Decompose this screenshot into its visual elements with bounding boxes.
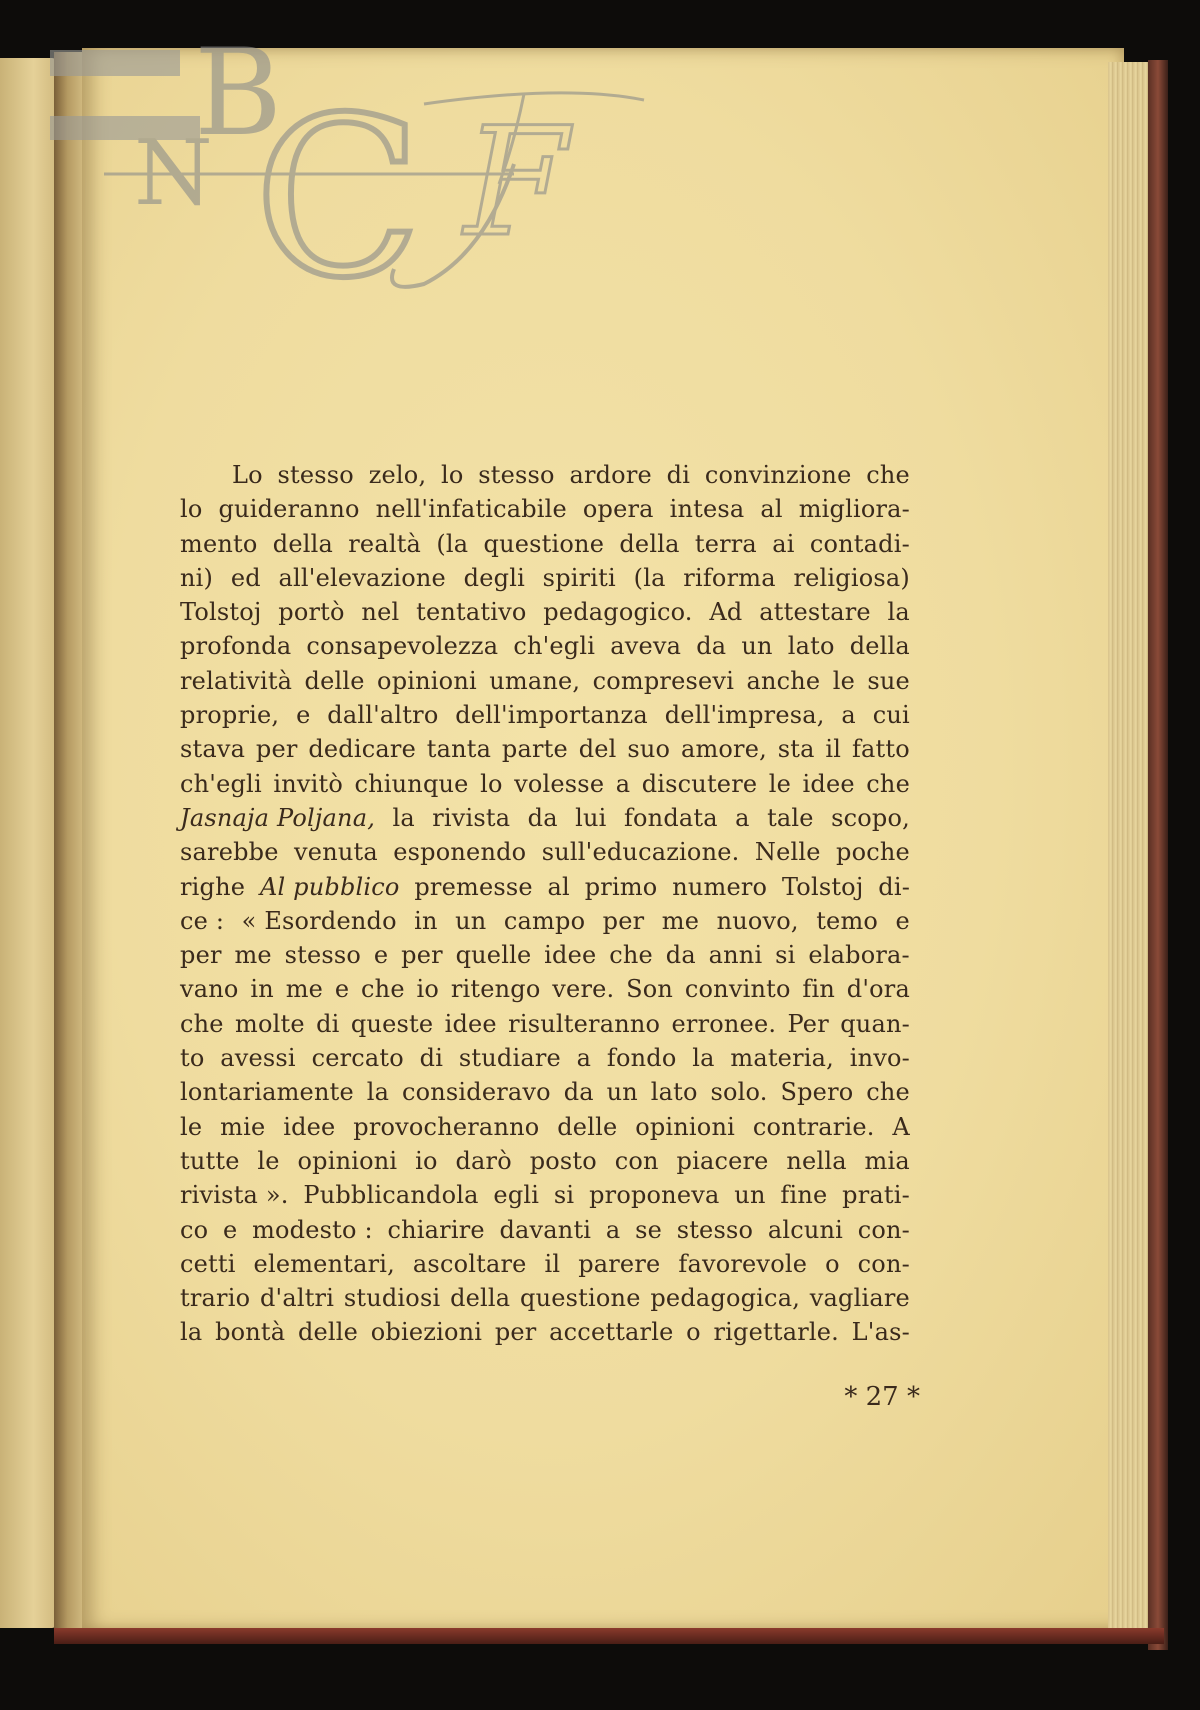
word: delle xyxy=(304,666,365,695)
cover-edge xyxy=(1148,60,1168,1650)
word: con- xyxy=(857,1215,910,1244)
word: erronee. xyxy=(671,1009,777,1038)
word: to xyxy=(180,1044,205,1073)
text-line xyxy=(180,972,910,1006)
word: da xyxy=(563,1078,594,1107)
word: da xyxy=(696,632,727,661)
word: invitò xyxy=(273,769,343,798)
word: ai xyxy=(772,529,795,558)
word: queste xyxy=(350,1009,434,1038)
word: posto xyxy=(529,1146,597,1175)
word: opera xyxy=(582,495,654,524)
text-line xyxy=(180,629,910,663)
word: a xyxy=(605,1215,621,1244)
word: favorevole xyxy=(678,1249,808,1278)
word: terra xyxy=(694,529,757,558)
word: tanta xyxy=(426,735,492,764)
word: Nelle xyxy=(754,838,821,867)
word: davanti xyxy=(499,1215,592,1244)
word: mento xyxy=(180,529,258,558)
text-line xyxy=(180,1281,910,1315)
text-line xyxy=(180,1315,910,1349)
word: righe xyxy=(180,872,246,901)
word: migliora- xyxy=(798,495,910,524)
word: se xyxy=(635,1215,662,1244)
word: pedagogico. xyxy=(543,598,693,627)
word: numero xyxy=(672,872,768,901)
word: alcuni xyxy=(767,1215,844,1244)
word: le xyxy=(257,1146,280,1175)
word: per xyxy=(180,941,222,970)
word: Tolstoj xyxy=(781,872,864,901)
word: suo xyxy=(627,735,671,764)
word: stava xyxy=(180,735,246,764)
text-line xyxy=(180,1178,910,1212)
library-watermark-logo xyxy=(44,24,704,324)
text-line xyxy=(180,938,910,972)
text-line xyxy=(180,1213,910,1247)
watermark-letter-f: F xyxy=(464,96,569,270)
word: « Esordendo xyxy=(241,906,397,935)
word: quelle xyxy=(455,941,532,970)
text-line xyxy=(180,1075,910,1109)
word: co xyxy=(180,1215,209,1244)
word: opinioni xyxy=(297,1146,398,1175)
word: umane, xyxy=(489,666,581,695)
word: degli xyxy=(463,563,525,592)
word: rivista ». xyxy=(180,1181,289,1210)
watermark-letter-n: N xyxy=(134,121,213,226)
word: aveva xyxy=(610,632,682,661)
word: un xyxy=(606,1078,638,1107)
word: sull'educazione. xyxy=(541,838,740,867)
word: ch'egli xyxy=(513,632,596,661)
word: si xyxy=(775,941,796,970)
word: sta xyxy=(777,735,815,764)
word: cercato xyxy=(311,1044,404,1073)
word: premesse xyxy=(414,872,533,901)
word: questione xyxy=(483,529,605,558)
word: vagliare xyxy=(809,1284,910,1313)
word: la xyxy=(392,803,415,832)
word: lontariamente xyxy=(180,1078,354,1107)
word: vere. xyxy=(552,975,615,1004)
word: e xyxy=(222,1215,238,1244)
text-line xyxy=(180,1110,910,1144)
word: contrarie. xyxy=(752,1112,875,1141)
word: guideranno xyxy=(218,495,360,524)
word: fin xyxy=(802,975,836,1004)
text-line xyxy=(180,527,910,561)
word: mie xyxy=(220,1112,266,1141)
word: mia xyxy=(864,1146,910,1175)
word: che xyxy=(866,769,910,798)
word: la xyxy=(180,1318,203,1347)
word: sarebbe xyxy=(180,838,279,867)
word: consapevolezza xyxy=(306,632,499,661)
word: studiosi xyxy=(343,1284,441,1313)
word: il xyxy=(544,1249,561,1278)
word: discutere xyxy=(641,769,758,798)
text-line xyxy=(180,904,910,938)
word: e xyxy=(373,941,389,970)
text-line xyxy=(180,698,910,732)
word: d'altri xyxy=(259,1284,335,1313)
word: relatività xyxy=(180,666,293,695)
word: delle xyxy=(557,1112,618,1141)
word: darò xyxy=(455,1146,512,1175)
word: di xyxy=(666,461,691,489)
word: elementari, xyxy=(253,1249,395,1278)
word: poche xyxy=(836,838,910,867)
word: tale xyxy=(767,803,814,832)
word: parte xyxy=(501,735,568,764)
word: ed xyxy=(230,563,261,592)
word: dell'importanza xyxy=(455,701,648,730)
word: ascoltare xyxy=(412,1249,527,1278)
word: a xyxy=(615,769,631,798)
word: lo xyxy=(441,461,464,489)
word: a xyxy=(841,701,856,730)
text-line xyxy=(180,1247,910,1281)
word: ni) xyxy=(180,563,214,592)
word: idee xyxy=(444,1009,497,1038)
word: idee xyxy=(544,941,597,970)
word: per xyxy=(255,735,298,764)
text-line xyxy=(180,870,910,904)
word: fatto xyxy=(851,735,910,764)
word: parere xyxy=(578,1249,661,1278)
word: esponendo xyxy=(393,838,527,867)
word: me xyxy=(661,906,700,935)
word: Lo xyxy=(232,461,263,489)
word: un xyxy=(741,632,773,661)
word: me xyxy=(285,975,324,1004)
text-line xyxy=(180,1041,910,1075)
word: (la xyxy=(633,563,666,592)
word: chiarire xyxy=(387,1215,485,1244)
word: stesso xyxy=(478,461,555,489)
word: fondo xyxy=(606,1044,677,1073)
word: quan- xyxy=(840,1009,910,1038)
word: spiriti xyxy=(542,563,616,592)
word: Tolstoj xyxy=(180,598,262,627)
word: Per xyxy=(787,1009,829,1038)
word: studiare xyxy=(458,1044,561,1073)
word: tutte xyxy=(180,1146,240,1175)
watermark-letter-c: C xyxy=(254,70,423,324)
word: idee xyxy=(802,769,855,798)
word: stesso xyxy=(676,1215,754,1244)
word: solo. xyxy=(710,1078,768,1107)
word: per xyxy=(602,906,645,935)
word: Ad xyxy=(709,598,743,627)
word: questione xyxy=(520,1284,641,1313)
word: la xyxy=(692,1044,715,1073)
word: molte xyxy=(235,1009,305,1038)
word: trario xyxy=(180,1284,251,1313)
word: Jasnaja Poljana, xyxy=(180,803,376,832)
word: stesso xyxy=(277,461,354,489)
word: ch'egli xyxy=(180,769,262,798)
word: invo- xyxy=(849,1044,910,1073)
word: o xyxy=(686,1318,701,1347)
text-line xyxy=(180,767,910,801)
word: si xyxy=(553,1181,575,1210)
word: che xyxy=(866,1078,910,1107)
word: le xyxy=(768,769,792,798)
word: riforma xyxy=(683,563,776,592)
word: intesa xyxy=(669,495,745,524)
word: il xyxy=(825,735,842,764)
word: un xyxy=(455,906,487,935)
word: ce : xyxy=(180,906,225,935)
word: temo xyxy=(816,906,879,935)
word: nuovo, xyxy=(716,906,799,935)
word: portò xyxy=(278,598,345,627)
word: piacere xyxy=(676,1146,769,1175)
word: delle xyxy=(297,1318,359,1347)
word: lo xyxy=(180,495,203,524)
word: fine xyxy=(780,1181,828,1210)
word: al xyxy=(760,495,783,524)
word: consideravo xyxy=(401,1078,551,1107)
word: modesto : xyxy=(252,1215,373,1244)
word: nell'infaticabile xyxy=(375,495,567,524)
word: rigettarle. xyxy=(713,1318,839,1347)
word: opinioni xyxy=(377,666,477,695)
word: all'elevazione xyxy=(278,563,446,592)
word: prati- xyxy=(842,1181,910,1210)
word: dedicare xyxy=(308,735,416,764)
word: chiunque xyxy=(354,769,469,798)
word: nel xyxy=(361,598,400,627)
text-line xyxy=(180,801,910,835)
text-line xyxy=(180,732,910,766)
word: vano xyxy=(180,975,239,1004)
word: la xyxy=(366,1078,390,1107)
word: venuta xyxy=(294,838,378,867)
word: di xyxy=(316,1009,340,1038)
word: scopo, xyxy=(831,803,910,832)
word: realtà xyxy=(348,529,422,558)
word: primo xyxy=(584,872,658,901)
word: lui xyxy=(575,803,607,832)
word: che xyxy=(866,461,910,489)
word: che xyxy=(180,1009,224,1038)
word: tentativo xyxy=(416,598,527,627)
word: anche xyxy=(746,666,821,695)
word: le xyxy=(180,1112,203,1141)
word: nella xyxy=(786,1146,847,1175)
word: o xyxy=(825,1249,840,1278)
word: per xyxy=(401,941,443,970)
word: attestare xyxy=(759,598,871,627)
text-line xyxy=(180,664,910,698)
word: sue xyxy=(867,666,910,695)
word: di xyxy=(419,1044,444,1073)
word: elabora- xyxy=(808,941,910,970)
word: convinto xyxy=(684,975,791,1004)
word: della xyxy=(619,529,680,558)
word: anni xyxy=(708,941,763,970)
word: e xyxy=(895,906,910,935)
word: stesso xyxy=(284,941,362,970)
text-line xyxy=(180,1144,910,1178)
word: L'as- xyxy=(851,1318,910,1347)
word: idee xyxy=(283,1112,336,1141)
word: me xyxy=(234,941,272,970)
word: Al pubblico xyxy=(259,872,400,901)
word: bontà xyxy=(215,1318,286,1347)
text-line xyxy=(180,492,910,526)
word: d'ora xyxy=(846,975,910,1004)
word: egli xyxy=(493,1181,540,1210)
word: lo xyxy=(480,769,503,798)
word: fondata xyxy=(623,803,718,832)
word: pedagogica, xyxy=(650,1284,801,1313)
text-line xyxy=(180,458,910,492)
word: proponeva xyxy=(589,1181,720,1210)
word: lato xyxy=(787,632,835,661)
watermark-letter-b: B xyxy=(194,24,283,163)
word: proprie, xyxy=(180,701,280,730)
word: opinioni xyxy=(635,1112,735,1141)
word: io xyxy=(416,975,440,1004)
word: a xyxy=(735,803,750,832)
word: Spero xyxy=(780,1078,854,1107)
word: compresevi xyxy=(592,666,735,695)
word: e xyxy=(296,701,311,730)
word: A xyxy=(892,1112,910,1141)
word: un xyxy=(734,1181,766,1210)
word: profonda xyxy=(180,632,292,661)
word: della xyxy=(272,529,333,558)
word: Pubblicandola xyxy=(303,1181,479,1210)
word: dall'altro xyxy=(327,701,439,730)
word: con- xyxy=(857,1249,910,1278)
word: del xyxy=(578,735,617,764)
word: rivista xyxy=(432,803,511,832)
word: per xyxy=(494,1318,537,1347)
word: obiezioni xyxy=(370,1318,483,1347)
word: religiosa) xyxy=(793,563,910,592)
word: in xyxy=(414,906,438,935)
word: della xyxy=(849,632,910,661)
word: risulteranno xyxy=(508,1009,661,1038)
word: al xyxy=(547,872,570,901)
word: le xyxy=(832,666,855,695)
text-line xyxy=(180,595,910,629)
bottom-cover-edge xyxy=(54,1628,1164,1644)
word: volesse xyxy=(514,769,605,798)
page-number: * 27 * xyxy=(844,1382,920,1412)
word: cui xyxy=(872,701,910,730)
word: in xyxy=(250,975,274,1004)
word: campo xyxy=(503,906,586,935)
word: e xyxy=(334,975,350,1004)
word: la xyxy=(887,598,910,627)
word: zelo, xyxy=(368,461,427,489)
word: dell'impresa, xyxy=(664,701,825,730)
word: a xyxy=(576,1044,592,1073)
word: da xyxy=(527,803,558,832)
word: che xyxy=(361,975,405,1004)
text-line xyxy=(180,561,910,595)
word: che xyxy=(609,941,653,970)
word: da xyxy=(665,941,696,970)
word: con xyxy=(614,1146,659,1175)
word: (la xyxy=(436,529,469,558)
word: provocheranno xyxy=(353,1112,540,1141)
word: cetti xyxy=(180,1249,236,1278)
text-line xyxy=(180,1007,910,1041)
word: accettarle xyxy=(549,1318,674,1347)
word: io xyxy=(415,1146,438,1175)
word: ardore xyxy=(569,461,652,489)
word: avessi xyxy=(220,1044,296,1073)
word: della xyxy=(450,1284,511,1313)
word: Son xyxy=(626,975,674,1004)
word: contadi- xyxy=(809,529,910,558)
word: materia, xyxy=(730,1044,834,1073)
word: amore, xyxy=(680,735,767,764)
word: di- xyxy=(878,872,910,901)
word: ritengo xyxy=(450,975,541,1004)
body-text xyxy=(180,458,910,1350)
word: convinzione xyxy=(704,461,852,489)
word: lato xyxy=(650,1078,698,1107)
text-line xyxy=(180,835,910,869)
